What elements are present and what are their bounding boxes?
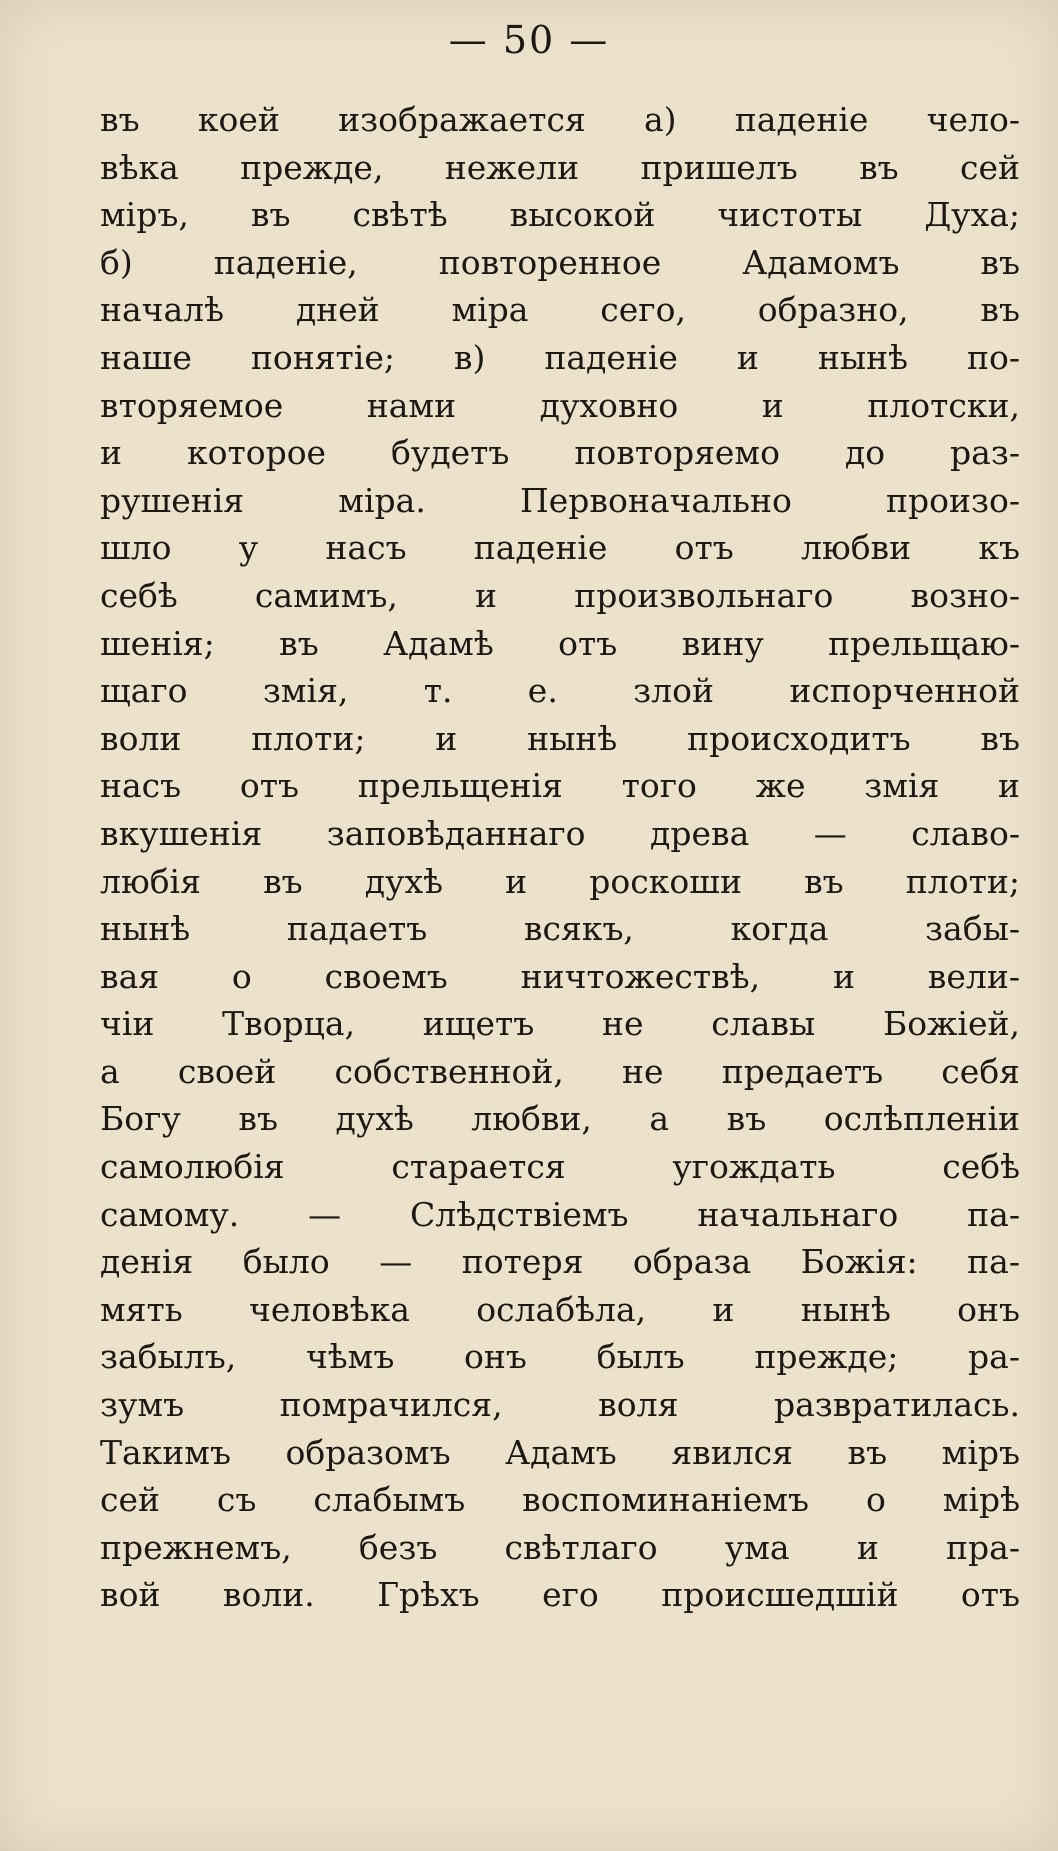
text-line: чіи Творца, ищетъ не славы Божіей,	[100, 1004, 1020, 1044]
text-line: щаго змія, т. е. злой испорченной	[100, 671, 1020, 711]
text-line: насъ отъ прельщенія того же змія и	[100, 766, 1020, 806]
text-line: и которое будетъ повторяемо до раз-	[100, 433, 1020, 473]
text-line: себѣ самимъ, и произвольнаго возно-	[100, 575, 1020, 615]
text-line: любія въ духѣ и роскоши въ плоти;	[100, 861, 1020, 901]
text-line: нынѣ падаетъ всякъ, когда забы-	[100, 909, 1020, 949]
text-line: зумъ помрачился, воля развратилась.	[100, 1385, 1020, 1425]
body-text	[100, 96, 1020, 1619]
text-line: Такимъ образомъ Адамъ явился въ міръ	[100, 1432, 1020, 1472]
text-line: вторяемое нами духовно и плотски,	[100, 385, 1020, 425]
text-line: вая о своемъ ничтожествѣ, и вели-	[100, 956, 1020, 996]
text-line: началѣ дней міра сего, образно, въ	[100, 290, 1020, 330]
text-line: шло у насъ паденіе отъ любви къ	[100, 528, 1020, 568]
text-line: вѣка прежде, нежели пришелъ въ сей	[100, 147, 1020, 187]
text-line: а своей собственной, не предаетъ себя	[100, 1051, 1020, 1091]
text-line: мять человѣка ослабѣла, и нынѣ онъ	[100, 1289, 1020, 1329]
text-line: вой воли. Грѣхъ его происшедшій отъ	[100, 1575, 1020, 1615]
text-line: прежнемъ, безъ свѣтлаго ума и пра-	[100, 1527, 1020, 1567]
text-line: самолюбія старается угождать себѣ	[100, 1147, 1020, 1187]
text-line: сей съ слабымъ воспоминаніемъ о мірѣ	[100, 1480, 1020, 1520]
text-line: наше понятіе; в) паденіе и нынѣ по-	[100, 337, 1020, 377]
text-line: рушенія міра. Первоначально произо-	[100, 480, 1020, 520]
text-line: Богу въ духѣ любви, а въ ослѣпленіи	[100, 1099, 1020, 1139]
text-line: міръ, въ свѣтѣ высокой чистоты Духа;	[100, 195, 1020, 235]
text-line: воли плоти; и нынѣ происходитъ въ	[100, 718, 1020, 758]
text-line: забылъ, чѣмъ онъ былъ прежде; ра-	[100, 1337, 1020, 1377]
text-line: шенія; въ Адамѣ отъ вину прельщаю-	[100, 623, 1020, 663]
text-line: самому. — Слѣдствіемъ начальнаго па-	[100, 1194, 1020, 1234]
text-line: денія было — потеря образа Божія: па-	[100, 1242, 1020, 1282]
text-line: въ коей изображается а) паденіе чело-	[100, 100, 1020, 139]
text-line: б) паденіе, повторенное Адамомъ въ	[100, 242, 1020, 282]
text-line: вкушенія заповѣданнаго древа — славо-	[100, 813, 1020, 853]
page-number: — 50 —	[448, 18, 610, 62]
